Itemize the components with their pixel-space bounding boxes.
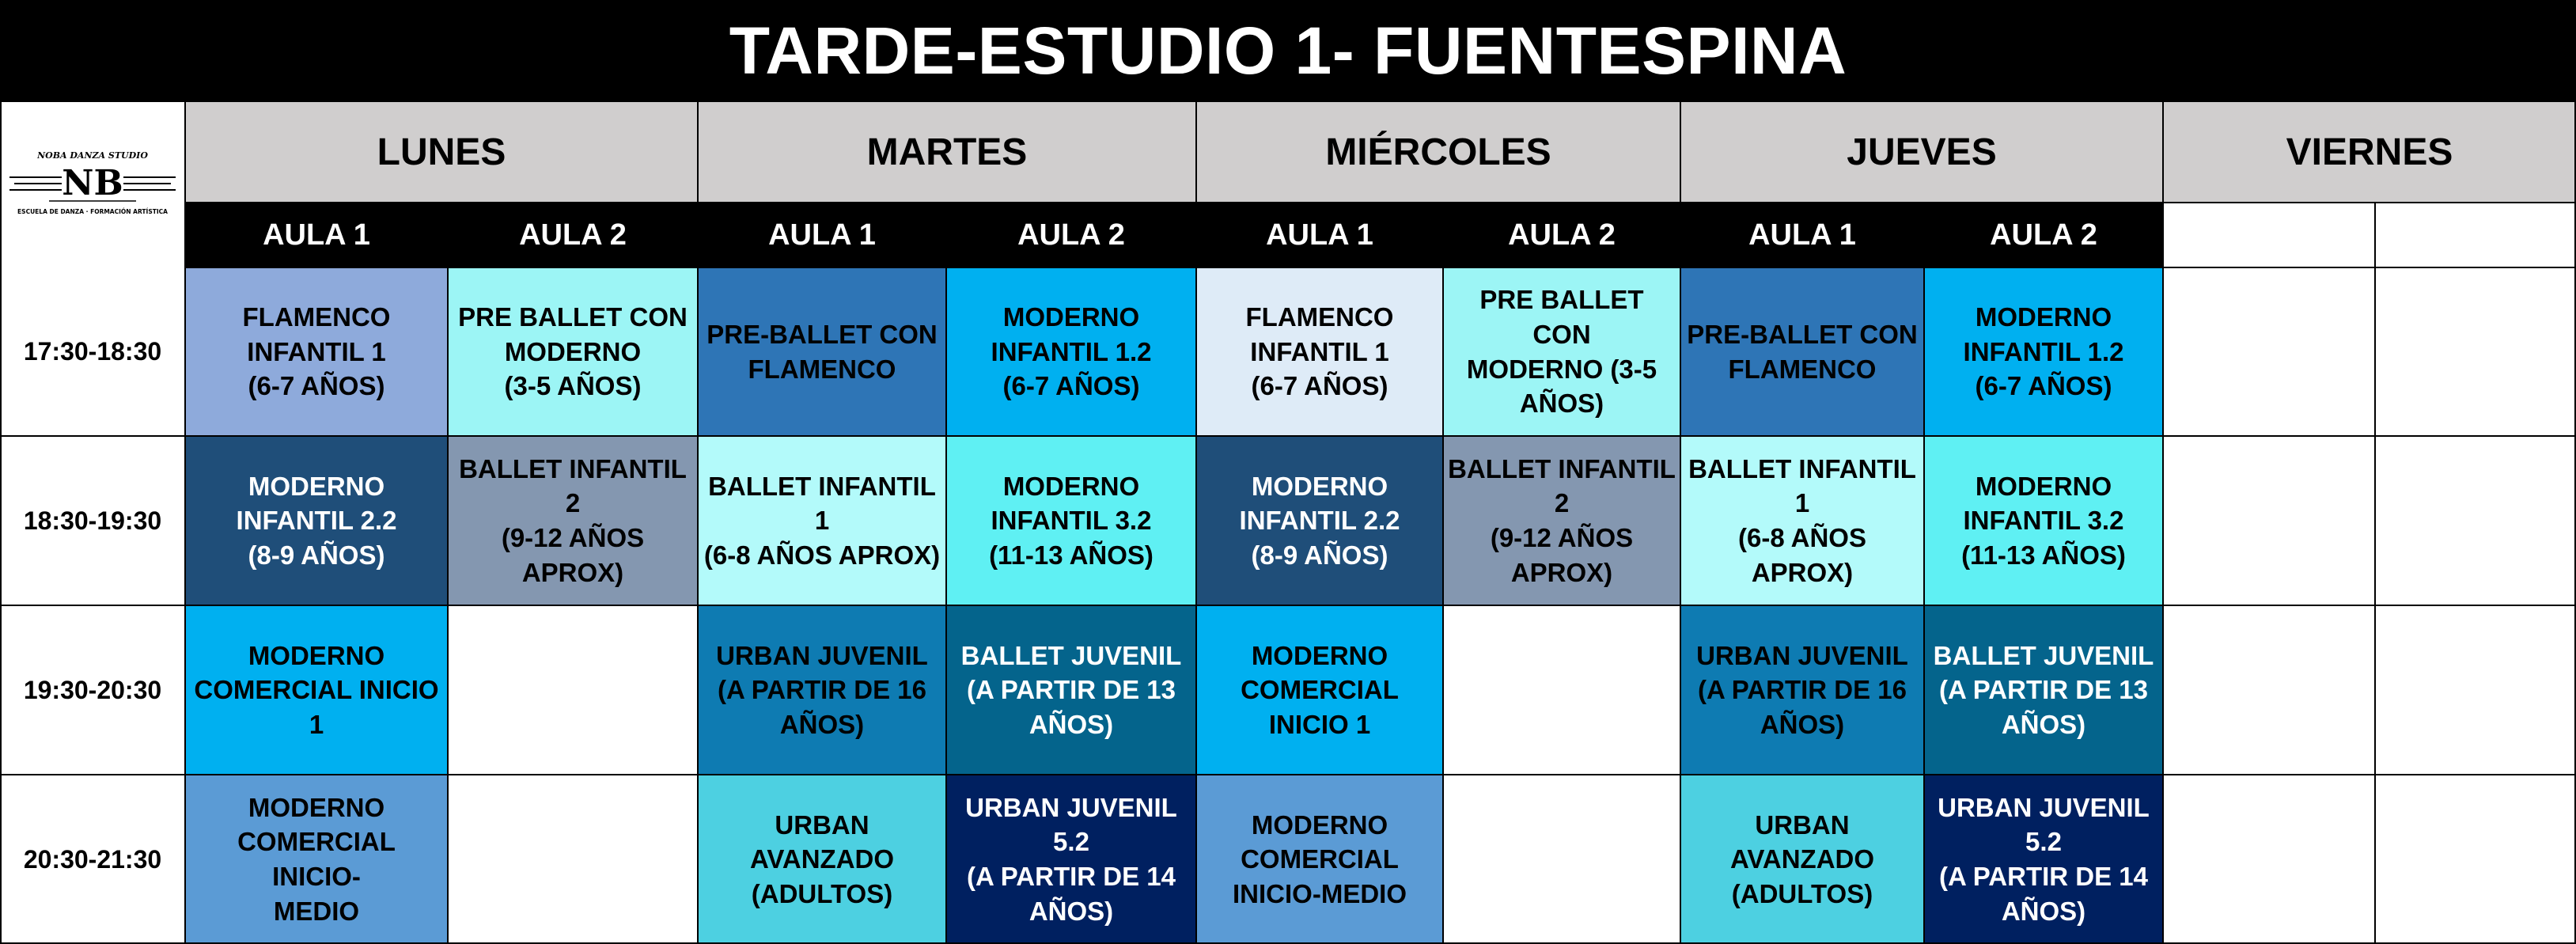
class-cell: FLAMENCO INFANTIL 1 (6-7 AÑOS) xyxy=(1196,267,1443,436)
studio-logo xyxy=(0,101,185,267)
class-cell: BALLET JUVENIL (A PARTIR DE 13 AÑOS) xyxy=(946,605,1196,775)
day-header-martes: MARTES xyxy=(698,101,1196,203)
aula-header: AULA 1 xyxy=(185,203,448,267)
class-cell: MODERNO INFANTIL 2.2 (8-9 AÑOS) xyxy=(185,436,448,605)
class-cell: BALLET INFANTIL 2 (9-12 AÑOS APROX) xyxy=(448,436,698,605)
nb-logo-icon xyxy=(3,141,182,228)
grid-line xyxy=(1923,203,1925,944)
class-cell: PRE-BALLET CON FLAMENCO xyxy=(1680,267,1924,436)
class-cell: MODERNO COMERCIAL INICIO 1 xyxy=(1196,605,1443,775)
time-slot-label: 19:30-20:30 xyxy=(0,605,185,775)
class-cell: URBAN JUVENIL (A PARTIR DE 16 AÑOS) xyxy=(698,605,946,775)
grid-line xyxy=(0,0,2576,2)
day-header-jueves: JUEVES xyxy=(1680,101,2163,203)
class-cell: PRE-BALLET CON FLAMENCO xyxy=(698,267,946,436)
empty-cell xyxy=(2163,605,2375,775)
aula-header: AULA 1 xyxy=(698,203,946,267)
class-cell: MODERNO INFANTIL 3.2 (11-13 AÑOS) xyxy=(1924,436,2163,605)
grid-line xyxy=(1195,101,1197,944)
logo-top-text: NOBA DANZA STUDIO xyxy=(37,150,148,161)
time-slot-label: 17:30-18:30 xyxy=(0,267,185,436)
grid-line xyxy=(945,203,947,944)
class-cell: PRE BALLET CON MODERNO (3-5 AÑOS) xyxy=(448,267,698,436)
class-cell: PRE BALLET CON MODERNO (3-5 AÑOS) xyxy=(1443,267,1680,436)
empty-cell xyxy=(2163,267,2375,436)
aula-header: AULA 2 xyxy=(1924,203,2163,267)
grid-line xyxy=(0,435,2576,437)
grid-line xyxy=(447,203,449,944)
grid-line xyxy=(0,605,2576,606)
class-cell: MODERNO INFANTIL 1.2 (6-7 AÑOS) xyxy=(1924,267,2163,436)
empty-cell xyxy=(1443,605,1680,775)
logo-monogram: NB xyxy=(62,162,123,203)
aula-header: AULA 2 xyxy=(1443,203,1680,267)
aula-header xyxy=(2375,203,2576,267)
logo-bottom-text: ESCUELA DE DANZA · FORMACIÓN ARTÍSTICA xyxy=(17,207,168,215)
class-cell: BALLET INFANTIL 1 (6-8 AÑOS APROX) xyxy=(1680,436,1924,605)
empty-cell xyxy=(1443,775,1680,944)
aula-header: AULA 1 xyxy=(1196,203,1443,267)
grid-line xyxy=(1442,203,1444,944)
empty-cell xyxy=(448,605,698,775)
grid-line xyxy=(185,202,2576,203)
class-cell: URBAN JUVENIL 5.2 (A PARTIR DE 14 AÑOS) xyxy=(1924,775,2163,944)
class-cell: BALLET JUVENIL (A PARTIR DE 13 AÑOS) xyxy=(1924,605,2163,775)
empty-cell xyxy=(2375,436,2576,605)
class-cell: MODERNO COMERCIAL INICIO-MEDIO xyxy=(1196,775,1443,944)
grid-line xyxy=(697,101,699,944)
empty-cell xyxy=(2375,605,2576,775)
aula-header: AULA 2 xyxy=(946,203,1196,267)
page-title: TARDE-ESTUDIO 1- FUENTESPINA xyxy=(0,0,2576,101)
grid-line xyxy=(1680,101,1681,944)
class-cell: URBAN JUVENIL (A PARTIR DE 16 AÑOS) xyxy=(1680,605,1924,775)
day-header-lunes: LUNES xyxy=(185,101,698,203)
empty-cell xyxy=(2375,267,2576,436)
grid-line xyxy=(0,0,2,944)
empty-cell xyxy=(2163,436,2375,605)
day-header-miércoles: MIÉRCOLES xyxy=(1196,101,1680,203)
class-cell: URBAN AVANZADO (ADULTOS) xyxy=(1680,775,1924,944)
empty-cell xyxy=(2375,775,2576,944)
aula-header: AULA 1 xyxy=(1680,203,1924,267)
grid-line xyxy=(2162,101,2164,944)
grid-line xyxy=(184,101,186,944)
class-cell: URBAN AVANZADO (ADULTOS) xyxy=(698,775,946,944)
grid-line xyxy=(185,267,2576,268)
class-cell: MODERNO INFANTIL 3.2 (11-13 AÑOS) xyxy=(946,436,1196,605)
class-cell: BALLET INFANTIL 1 (6-8 AÑOS APROX) xyxy=(698,436,946,605)
grid-line xyxy=(0,100,2576,102)
empty-cell xyxy=(2163,775,2375,944)
aula-header xyxy=(2163,203,2375,267)
class-cell: URBAN JUVENIL 5.2 (A PARTIR DE 14 AÑOS) xyxy=(946,775,1196,944)
time-slot-label: 18:30-19:30 xyxy=(0,436,185,605)
class-cell: MODERNO INFANTIL 2.2 (8-9 AÑOS) xyxy=(1196,436,1443,605)
class-cell: MODERNO COMERCIAL INICIO- MEDIO xyxy=(185,775,448,944)
day-header-viernes: VIERNES xyxy=(2163,101,2576,203)
class-cell: MODERNO INFANTIL 1.2 (6-7 AÑOS) xyxy=(946,267,1196,436)
grid-line xyxy=(2374,203,2376,944)
time-slot-label: 20:30-21:30 xyxy=(0,775,185,944)
empty-cell xyxy=(448,775,698,944)
grid-line xyxy=(0,774,2576,775)
aula-header: AULA 2 xyxy=(448,203,698,267)
class-cell: FLAMENCO INFANTIL 1 (6-7 AÑOS) xyxy=(185,267,448,436)
class-cell: BALLET INFANTIL 2 (9-12 AÑOS APROX) xyxy=(1443,436,1680,605)
class-cell: MODERNO COMERCIAL INICIO 1 xyxy=(185,605,448,775)
